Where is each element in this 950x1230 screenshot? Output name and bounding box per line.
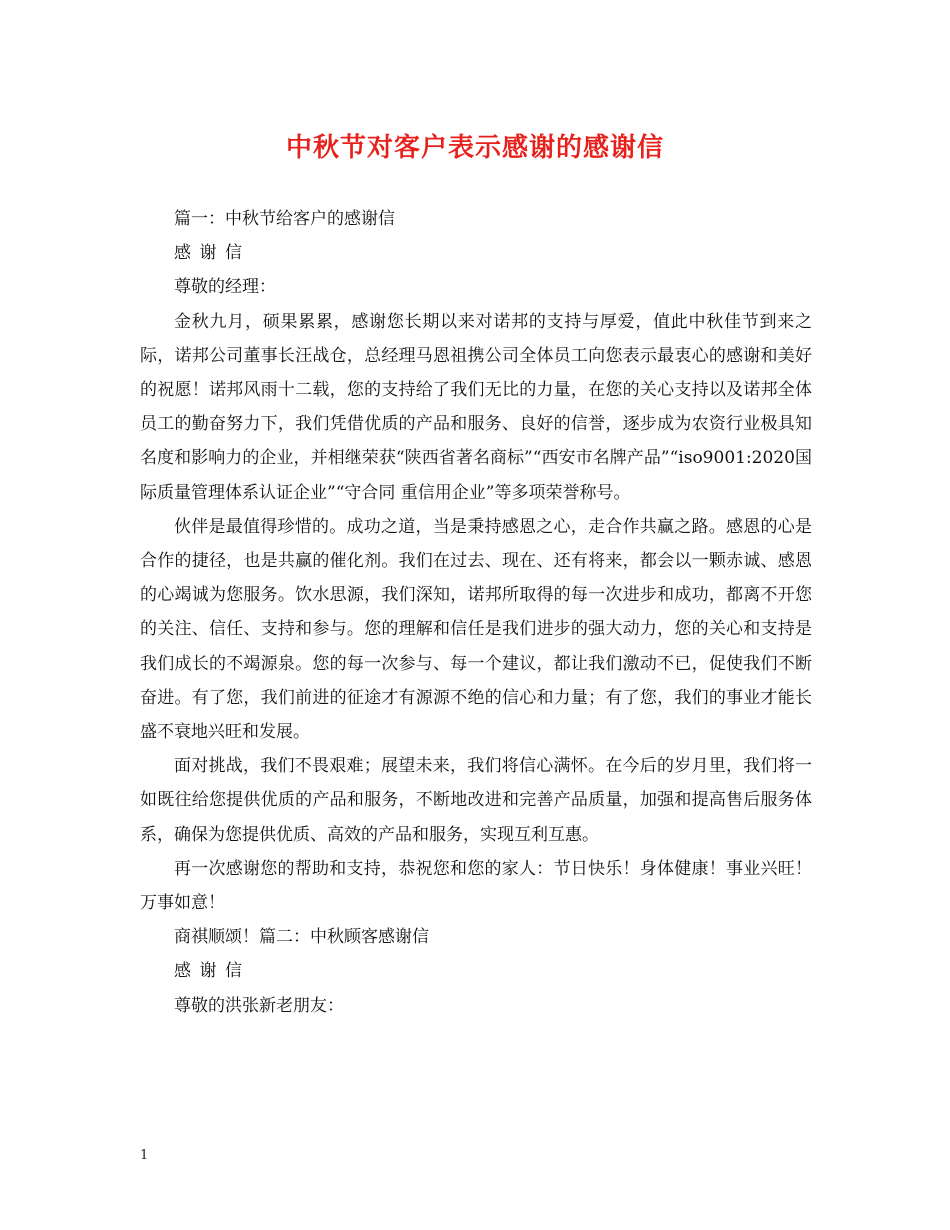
document-title: 中秋节对客户表示感谢的感谢信	[285, 133, 664, 163]
salutation-1: 尊敬的经理：	[174, 277, 276, 298]
body-paragraph: 伙伴是最值得珍惜的。成功之道，当是秉持感恩之心，走合作共赢之路。感恩的心是合作的捷径，也是共赢的催化剂。我们在过去、现在、还有将来，都会以一颗赤诚、感恩的心竭诚为您服务。饮水思源，我们深知，诺邦所取得的每一次进步和成功，都离不开您的关注、信任、支持和参与。您的理解和信任是我们进步的强大动力，您的关心和支持是我们成长的不竭源泉。您的每一次参与、每一个建议，都让我们激动不已，促使我们不断奋进。有了您，我们前进的征途才有源源不绝的信心和力量；有了您，我们的事业才能长盛不衰地兴旺和发展。	[140, 516, 812, 743]
letter-heading-2: 感谢信	[174, 961, 251, 982]
document-body	[140, 202, 812, 1023]
salutation-2: 尊敬的洪张新老朋友：	[174, 995, 344, 1016]
letter-heading-1: 感谢信	[174, 243, 251, 264]
section-heading-1: 篇一：中秋节给客户的感谢信	[174, 209, 395, 229]
closing-and-section-heading-2: 商祺顺颂！篇二：中秋顾客感谢信	[174, 927, 429, 948]
body-paragraph: 面对挑战，我们不畏艰难；展望未来，我们将信心满怀。在今后的岁月里，我们将一如既往给您提供优质的产品和服务，不断地改进和完善产品质量，加强和提高售后服务体系，确保为您提供优质、高效的产品和服务，实现互利互惠。	[140, 756, 812, 845]
body-paragraph: 再一次感谢您的帮助和支持，恭祝您和您的家人：节日快乐！身体健康！事业兴旺！万事如意！	[140, 858, 812, 914]
body-paragraph: 金秋九月，硕果累累，感谢您长期以来对诺邦的支持与厚爱，值此中秋佳节到来之际，诺邦公司董事长汪战仓，总经理马恩祖携公司全体员工向您表示最衷心的感谢和美好的祝愿！诺邦风雨十二载，您的支持给了我们无比的力量，在您的关心支持以及诺邦全体员工的勤奋努力下，我们凭借优质的产品和服务、良好的信誉，逐步成为农资行业极具知名度和影响力的企业，并相继荣获“陕西省著名商标”“西安市名牌产品”“iso9001:2020国际质量管理体系认证企业”“守合同 重信用企业”等多项荣誉称号。	[140, 311, 812, 503]
page-number: 1	[140, 1148, 149, 1163]
